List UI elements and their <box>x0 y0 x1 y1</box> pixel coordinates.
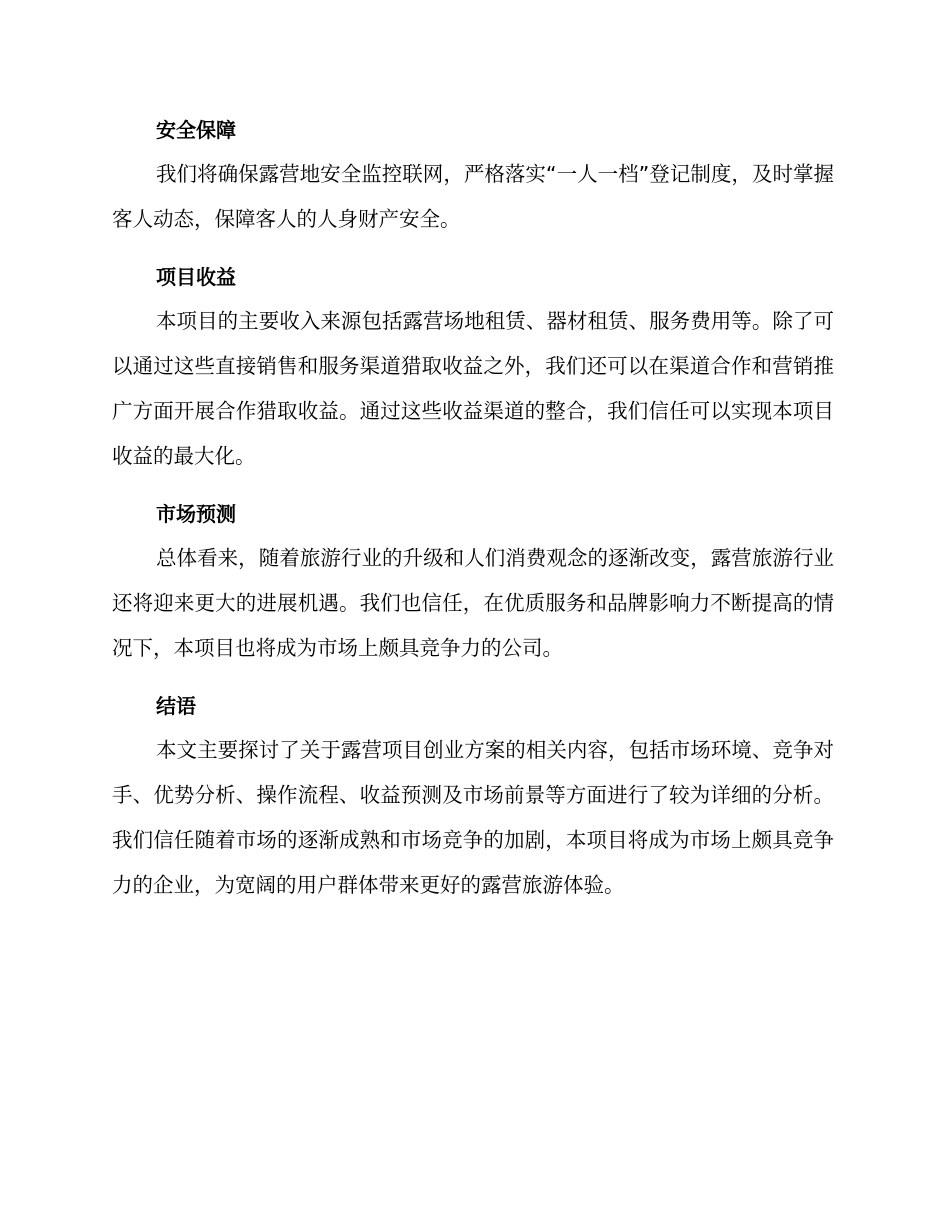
section-revenue <box>112 255 834 479</box>
section-heading: 项目收益 <box>156 265 236 289</box>
section-conclusion <box>112 684 834 908</box>
section-market-forecast <box>112 492 834 671</box>
section-safety <box>112 108 834 242</box>
section-paragraph: 本项目的主要收入来源包括露营场地租赁、器材租赁、服务费用等。除了可以通过这些直接销售和服务渠道猎取收益之外，我们还可以在渠道合作和营销推广方面开展合作猎取收益。通过这些收益渠道的整合，我们信任可以实现本项目收益的最大化。 <box>112 309 834 468</box>
document-page <box>112 108 834 921</box>
section-heading: 结语 <box>156 694 196 718</box>
section-paragraph: 总体看来，随着旅游行业的升级和人们消费观念的逐渐改变，露营旅游行业还将迎来更大的进展机遇。我们也信任，在优质服务和品牌影响力不断提高的情况下，本项目也将成为市场上颇具竞争力的公司。 <box>112 546 834 660</box>
section-paragraph: 我们将确保露营地安全监控联网，严格落实“一人一档”登记制度，及时掌握客人动态，保障客人的人身财产安全。 <box>112 162 834 231</box>
section-heading: 安全保障 <box>156 118 236 142</box>
section-paragraph: 本文主要探讨了关于露营项目创业方案的相关内容，包括市场环境、竞争对手、优势分析、操作流程、收益预测及市场前景等方面进行了较为详细的分析。我们信任随着市场的逐渐成熟和市场竞争的加剧，本项目将成为市场上颇具竞争力的企业，为宽阔的用户群体带来更好的露营旅游体验。 <box>112 738 834 897</box>
section-heading: 市场预测 <box>156 502 236 526</box>
